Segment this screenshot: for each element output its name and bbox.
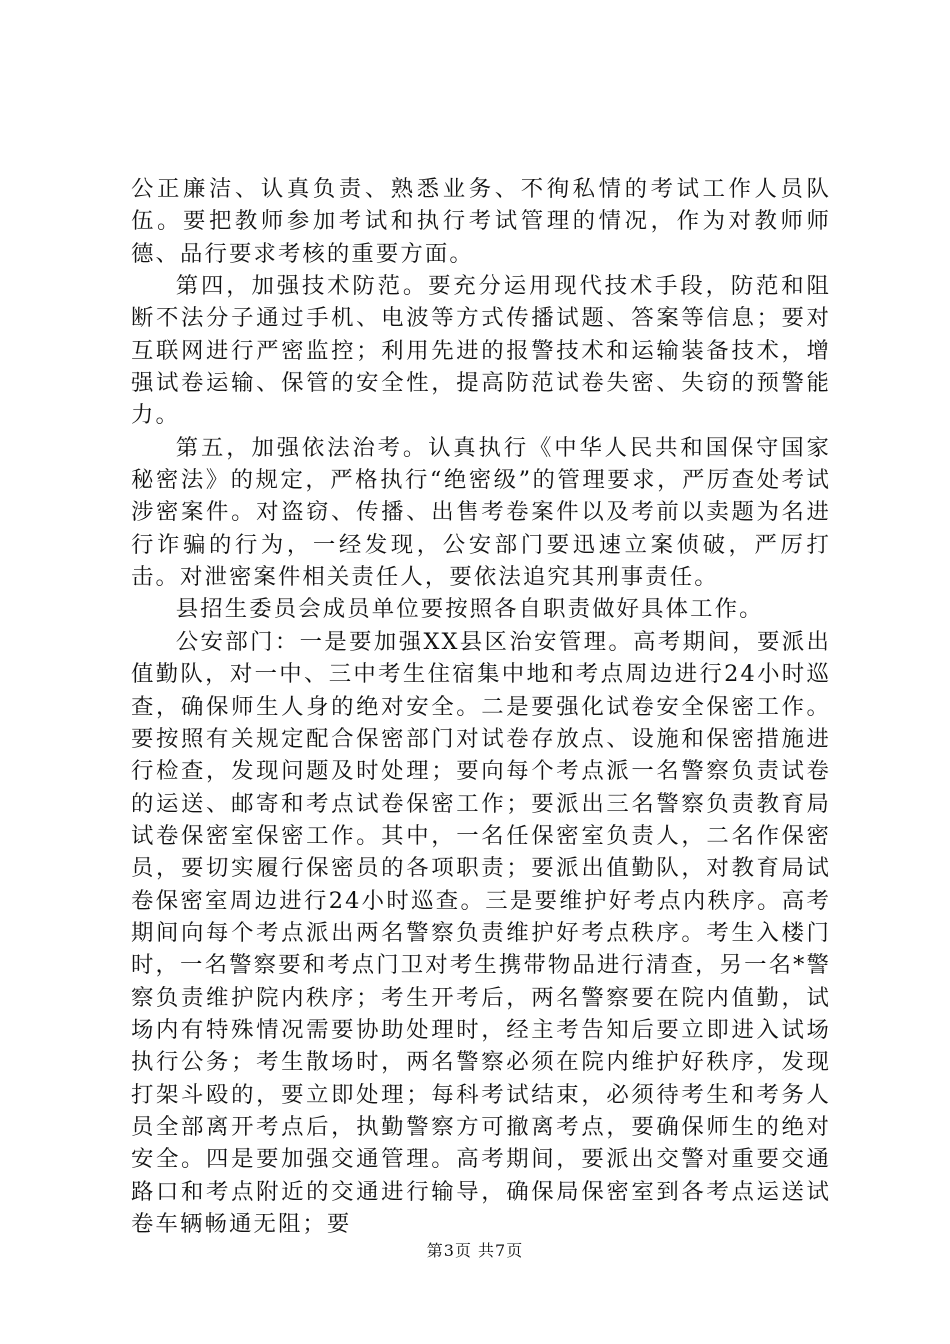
document-body — [131, 173, 831, 1240]
paragraph-1: 公正廉洁、认真负责、熟悉业务、不徇私情的考试工作人员队伍。要把教师参加考试和执行考试管理的情况，作为对教师师德、品行要求考核的重要方面。 — [131, 176, 831, 267]
page-number-footer: 第3页 共7页 — [426, 1241, 524, 1260]
paragraph-5: 公安部门：一是要加强XX县区治安管理。高考期间，要派出值勤队，对一中、三中考生住宿集中地和考点周边进行24小时巡查，确保师生人身的绝对安全。二是要强化试卷安全保密工作。要按照有关规定配合保密部门对试卷存放点、设施和保密措施进行检查，发现问题及时处理；要向每个考点派一名警察负责试卷的运送、邮寄和考点试卷保密工作；要派出三名警察负责教育局试卷保密室保密工作。其中，一名任保密室负责人，二名作保密员，要切实履行保密员的各项职责；要派出值勤队，对教育局试卷保密室周边进行24小时巡查。三是要维护好考点内秩序。高考期间向每个考点派出两名警察负责维护好考点秩序。考生入楼门时，一名警察要和考点门卫对考生携带物品进行清查，另一名*警察负责维护院内秩序；考生开考后，两名警察要在院内值勤，试场内有特殊情况需要协助处理时，经主考告知后要立即进入试场执行公务；考生散场时，两名警察必须在院内维护好秩序，发现打架斗殴的，要立即处理；每科考试结束，必须待考生和考务人员全部离开考点后，执勤警察方可撤离考点，要确保师生的绝对安全。四是要加强交通管理。高考期间，要派出交警对重要交通路口和考点附近的交通进行输导，确保局保密室到各考点运送试卷车辆畅通无阻；要 — [131, 628, 831, 1237]
paragraph-2: 第四，加强技术防范。要充分运用现代技术手段，防范和阻断不法分子通过手机、电波等方式传播试题、答案等信息；要对互联网进行严密监控；利用先进的报警技术和运输装备技术，增强试卷运输、保管的安全性，提高防范试卷失密、失窃的预警能力。 — [131, 273, 831, 429]
paragraph-3: 第五，加强依法治考。认真执行《中华人民共和国保守国家秘密法》的规定，严格执行“绝密级”的管理要求，严厉查处考试涉密案件。对盗窃、传播、出售考卷案件以及考前以卖题为名进行诈骗的行为，一经发现，公安部门要迅速立案侦破，严厉打击。对泄密案件相关责任人，要依法追究其刑事责任。 — [131, 434, 831, 591]
paragraph-4: 县招生委员会成员单位要按照各自职责做好具体工作。 — [175, 596, 764, 623]
